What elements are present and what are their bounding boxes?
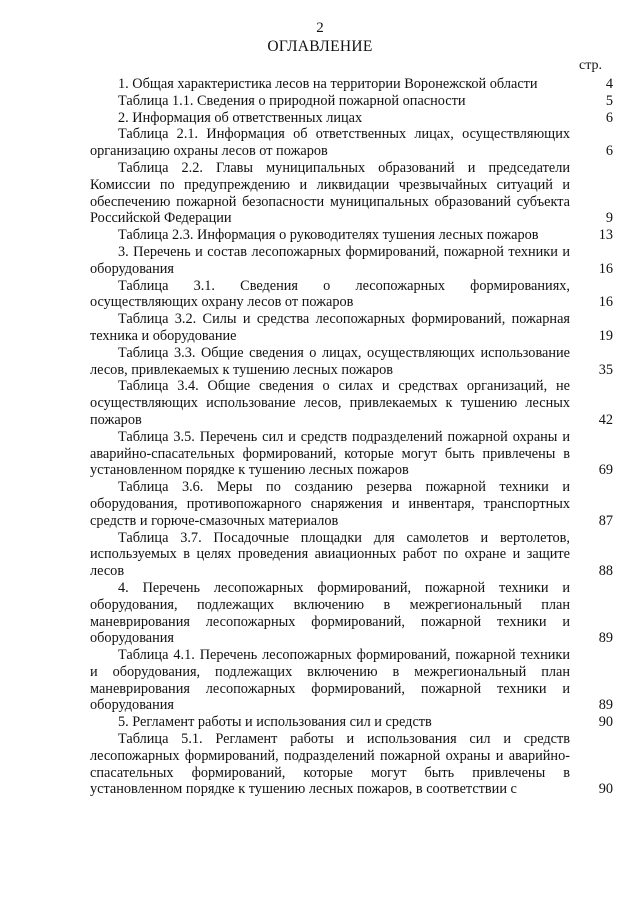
toc-entry-page: 90 [598, 714, 613, 731]
toc-entry-title: Таблица 2.3. Информация о руководителях тушения лесных пожаров [118, 227, 539, 244]
toc-entry-page: 16 [598, 260, 613, 277]
toc-entry-page: 5 [605, 92, 613, 109]
toc-entry-title: Таблица 1.1. Сведения о природной пожарной опасности [118, 92, 466, 109]
page-number: 2 [316, 20, 324, 36]
toc-entry-title: Таблица 3.3. Общие сведения о лицах, осуществляющих использование лесов, привлекаемых к тушению лесных пожаров [90, 344, 570, 378]
toc-entry-page: 6 [605, 109, 613, 126]
toc-entry [0, 647, 640, 714]
toc-entry-title: Таблица 2.1. Информация об ответственных лицах, осуществляющих организацию охраны лесов от пожаров [90, 126, 570, 160]
toc-entry-page: 88 [598, 563, 613, 580]
toc-entry-page: 87 [598, 512, 613, 529]
toc-entry [0, 126, 640, 160]
toc-entry-page: 69 [598, 462, 613, 479]
toc-entry-title: Таблица 3.4. Общие сведения о силах и средствах организаций, не осуществляющих использование лесов, привлекаемых к тушению лесных пожаров [90, 378, 570, 428]
toc-entry [0, 227, 640, 244]
toc-entry-title: Таблица 3.5. Перечень сил и средств подразделений пожарной охраны и аварийно-спасательных формирований, которые могут быть привлечены в установленном порядке к тушению лесных пожаров [90, 428, 570, 479]
toc-entry [0, 530, 640, 580]
toc-entry-title: Таблица 3.7. Посадочные площадки для самолетов и вертолетов, используемых в целях проведения авиационных работ по охране и защите лесов [90, 529, 570, 580]
toc-entry-title: 4. Перечень лесопожарных формирований, пожарной техники и оборудования, подлежащих включению в межрегиональный план маневрирования лесопожарных формирований, пожарной техники и оборудования [90, 579, 570, 647]
toc-entry-title: Таблица 3.2. Силы и средства лесопожарных формирований, пожарная техника и оборудование [90, 311, 570, 344]
toc-entry-page: 4 [605, 76, 613, 92]
toc-entry-title: Таблица 3.1. Сведения о лесопожарных формированиях, осуществляющих охрану лесов от пожаров [90, 277, 570, 311]
toc-entry [0, 479, 640, 529]
toc-entry [0, 345, 640, 379]
toc-entry [0, 160, 640, 227]
toc-entry-title: Таблица 5.1. Регламент работы и использования сил и средств лесопожарных формирований, подразделений пожарной охраны и аварийно-спасательных формирований, которые могут быть привлечены в установленном порядке к тушению лесных пожаров, в соответствии с [90, 731, 570, 798]
toc-entry-page: 35 [598, 361, 613, 378]
toc-entry [0, 244, 640, 278]
toc-entry-title: 5. Регламент работы и использования сил и средств [118, 714, 432, 731]
toc-entry-page: 13 [598, 227, 613, 244]
toc-entry [0, 731, 640, 798]
table-of-contents [0, 76, 640, 798]
toc-entry-page: 19 [598, 327, 613, 344]
toc-entry [0, 76, 640, 93]
toc-entry [0, 714, 640, 731]
page-title: ОГЛАВЛЕНИЕ [267, 38, 373, 55]
toc-entry-page: 16 [598, 294, 613, 311]
toc-entry [0, 378, 640, 428]
toc-entry [0, 429, 640, 479]
toc-entry-title: 3. Перечень и состав лесопожарных формирований, пожарной техники и оборудования [90, 243, 570, 277]
toc-entry [0, 93, 640, 110]
toc-entry [0, 278, 640, 312]
toc-entry-page: 89 [598, 697, 613, 714]
toc-entry [0, 580, 640, 647]
toc-entry-title: 1. Общая характеристика лесов на территории Воронежской области [118, 76, 538, 92]
toc-entry-title: 2. Информация об ответственных лицах [118, 109, 363, 126]
toc-entry-page: 90 [598, 781, 613, 798]
toc-entry-title: Таблица 2.2. Главы муниципальных образований и председатели Комиссии по предупреждению и ликвидации чрезвычайных ситуаций и обеспечению пожарной безопасности муниципальных образований субъекта Российской Федерации [90, 159, 570, 227]
toc-entry [0, 110, 640, 127]
toc-entry-page: 89 [598, 630, 613, 647]
toc-entry [0, 311, 640, 345]
page-column-label: стр. [579, 58, 603, 73]
toc-entry-page: 42 [598, 411, 613, 428]
toc-entry-title: Таблица 3.6. Меры по созданию резерва пожарной техники и оборудования, противопожарного снаряжения и инвентаря, транспортных средств и горюче-смазочных материалов [90, 479, 570, 529]
toc-entry-page: 6 [605, 143, 613, 160]
toc-entry-title: Таблица 4.1. Перечень лесопожарных формирований, пожарной техники и оборудования, подлежащих включению в межрегиональный план маневрирования лесопожарных формирований, пожарной техники и оборудования [90, 647, 570, 714]
toc-entry-page: 9 [605, 210, 613, 227]
